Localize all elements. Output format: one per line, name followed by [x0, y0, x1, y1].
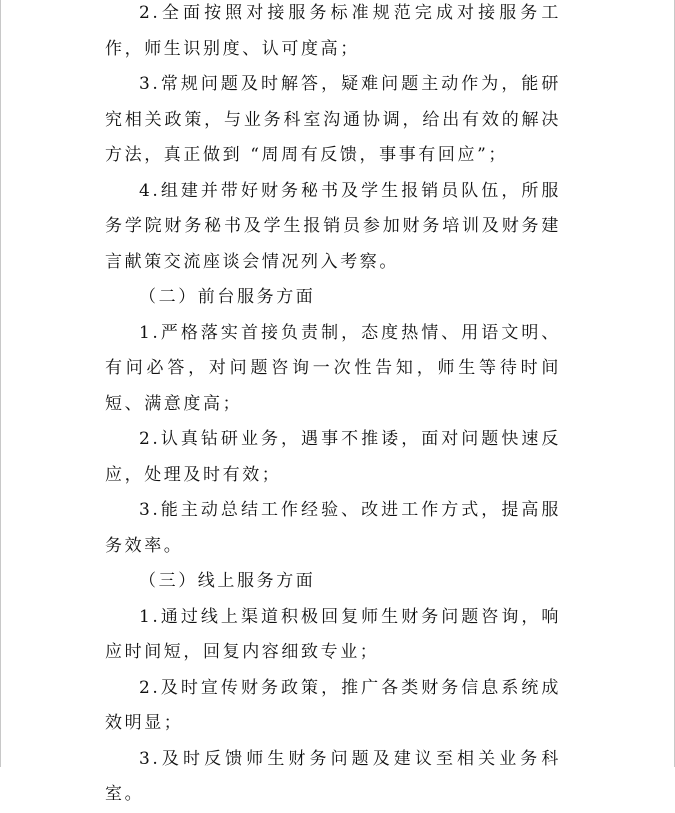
paragraph-item-4-team: 4.组建并带好财务秘书及学生报销员队伍，所服务学院财务秘书及学生报销员参加财务培训及财务建言献策交流座谈会情况列入考察。 — [105, 180, 561, 272]
paragraph-item-3-questions: 3.常规问题及时解答，疑难问题主动作为，能研究相关政策，与业务科室沟通协调，给出有效的解决方法，真正做到 “周周有反馈，事事有回应”； — [105, 74, 561, 165]
paragraph-front-desk-3: 3.能主动总结工作经验、改进工作方式，提高服务效率。 — [105, 500, 561, 556]
section-heading-front-desk: （二）前台服务方面 — [139, 287, 316, 307]
paragraph-item-2-standard: 2.全面按照对接服务标准规范完成对接服务工作，师生识别度、认可度高； — [105, 3, 561, 59]
document-body — [105, 0, 561, 813]
paragraph-online-3: 3.及时反馈师生财务问题及建议至相关业务科室。 — [105, 748, 561, 804]
section-heading-online: （三）线上服务方面 — [139, 571, 316, 591]
paragraph-online-1: 1.通过线上渠道积极回复师生财务问题咨询，响应时间短，回复内容细致专业； — [105, 606, 561, 662]
paragraph-front-desk-2: 2.认真钻研业务，遇事不推诿，面对问题快速反应，处理及时有效； — [105, 429, 561, 485]
paragraph-online-2: 2.及时宣传财务政策，推广各类财务信息系统成效明显； — [105, 677, 561, 733]
paragraph-front-desk-1: 1.严格落实首接负责制，态度热情、用语文明、有问必答，对问题咨询一次性告知，师生等待时间短、满意度高； — [105, 322, 561, 414]
